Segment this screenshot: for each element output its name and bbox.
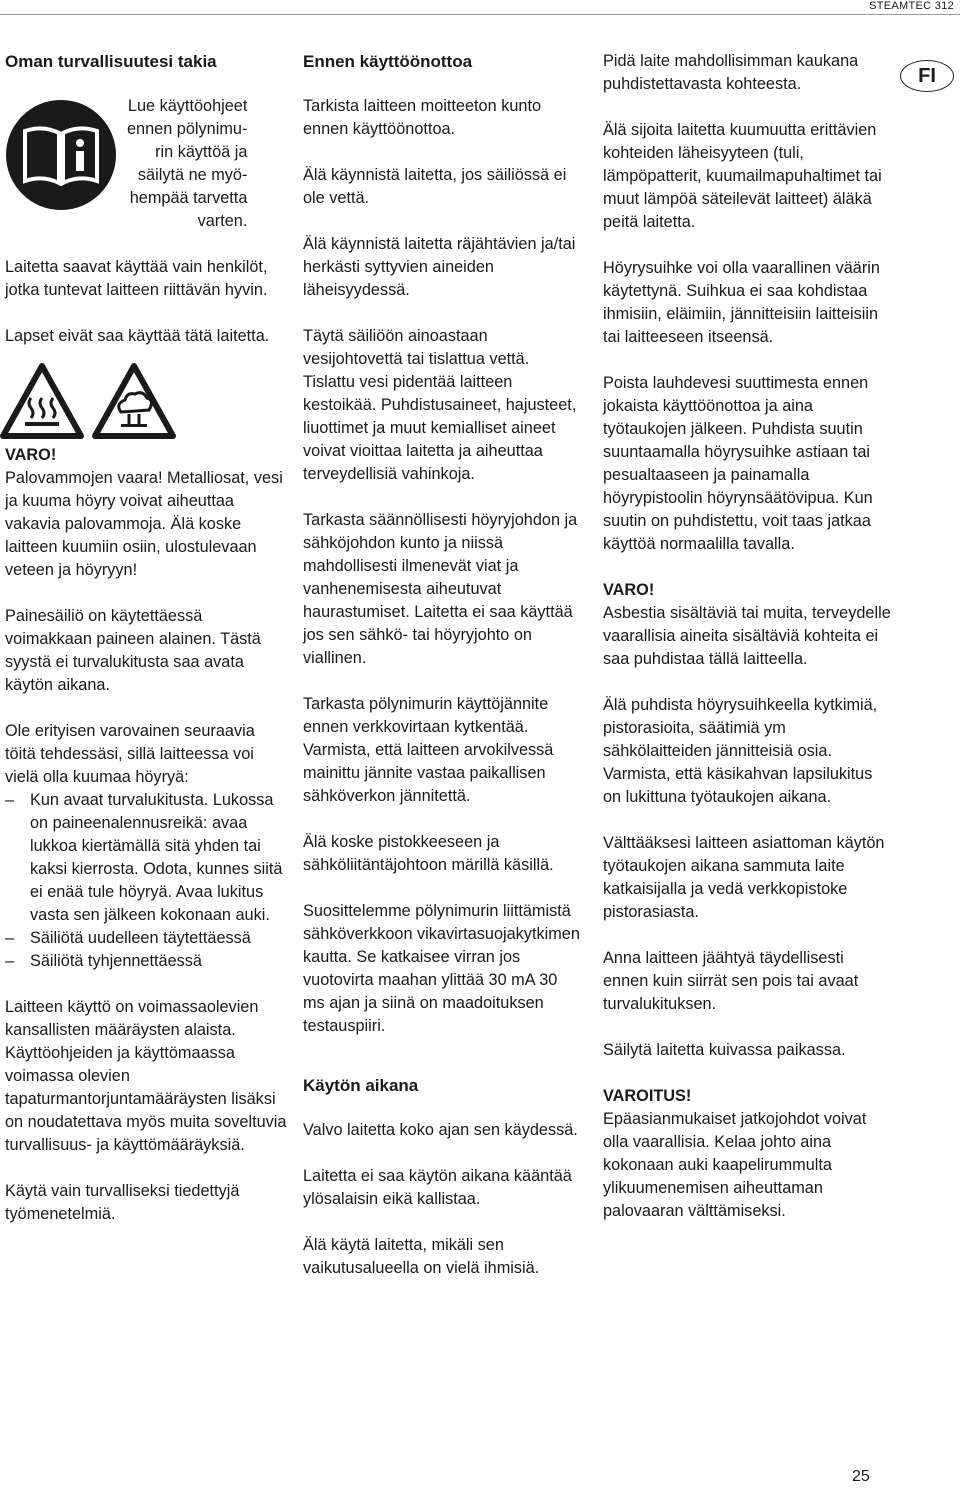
warning-label: VAROITUS! [603,1087,692,1105]
list-item [5,927,290,950]
paragraph: Laitteen käyttö on voimassaolevien kansallisten määräysten alaista. Käyttöohjeiden ja käyttömaassa voimassa olevien tapaturmantorjuntamääräysten lisäksi on noudatettava myös muita soveltuvia turvallisuus- ja käyttömääräyksiä. [5,998,287,1154]
paragraph: Laitetta saavat käyttää vain henkilöt, jotka tuntevat laitteen riittävän hyvin. [5,258,268,299]
manual-notice-text [127,95,247,233]
paragraph: Älä koske pistokkeeseen ja sähköliitäntäjohtoon märillä käsillä. [303,833,554,874]
paragraph: Laitetta ei saa käytön aikana kääntää ylösalaisin eikä kallistaa. [303,1167,572,1208]
paragraph: Älä käynnistä laitetta räjähtävien ja/tai herkästi syttyvien aineiden läheisyydessä. [303,235,576,299]
warning-icons [0,362,290,440]
notice-line: rin käyttöä ja [155,143,248,161]
notice-line: Lue käyttöohjeet [127,97,248,115]
paragraph: Tarkasta säännöllisesti höyryjohdon ja sähköjohdon kunto ja niissä mahdollisesti ilmenevät viat ja vanhenemisesta aiheutuvat haurastumiset. Laitetta ei saa käyttää jos sen sähkö- tai höyryjohto on viallinen. [303,511,578,667]
paragraph: Lapset eivät saa käyttää tätä laitetta. [5,327,270,345]
column-1 [5,50,290,1249]
section-heading-before-use: Ennen käyttöönottoa [303,52,473,71]
list-item-text: Kun avaat turvalukitusta. Lukossa on paineenalennusreikä: avaa lukkoa kiertämällä sitä yhden tai kaksi kierrosta. Odota, kunnes siitä ei enää tule höyryä. Avaa lukitus vasta sen jälkeen kokonaan auki. [30,791,283,924]
paragraph: Suosittelemme pölynimurin liittämistä sähköverkkoon vikavirtasuojakytkimen kautta. Se katkaisee virran jos vuotovirta maahan ylittää 30 mA 30 ms ajan ja siinä on maadoituksen testauspiiri. [303,902,580,1035]
list-item-text: Säiliötä tyhjennettäessä [30,952,202,970]
paragraph: Pidä laite mahdollisimman kaukana puhdistettavasta kohteesta. [603,52,859,93]
hot-surface-warning-icon [0,362,85,440]
warning-label: VARO! [603,581,655,599]
warning-label: VARO! [5,446,57,464]
list-dash: – [5,952,15,970]
warning-text: Asbestia sisältäviä tai muita, terveydelle vaarallisia aineita sisältäviä kohteita ei saa puhdistaa tällä laitteella. [603,604,891,668]
paragraph: Älä puhdista höyrysuihkeella kytkimiä, pistorasioita, säätimiä ym sähkölaitteiden jännitteisiä osia. Varmista, että käsikahvan lapsilukitus on lukittuna työtaukojen aikana. [603,696,878,806]
page-number: 25 [852,1468,870,1485]
list-item-text: Säiliötä uudelleen täytettäessä [30,929,251,947]
notice-line: säilytä ne myö- [137,166,248,184]
list-dash: – [5,791,15,809]
product-name: STEAMTEC 312 [869,0,954,12]
paragraph: Ole erityisen varovainen seuraavia töitä tehdessäsi, sillä laitteessa voi vielä olla kuumaa höyryä: [5,722,255,786]
notice-line: hempää tarvetta [129,189,248,207]
section-heading-during-use: Käytön aikana [303,1076,419,1095]
paragraph: Täytä säiliöön ainoastaan vesijohtovettä tai tislattua vettä. Tislattu vesi pidentää laitteen kestoikää. Puhdistusaineet, hajusteet, liuottimet ja muut kemialliset aineet voivat vioittaa laitetta ja aiheuttaa terveydellisiä vahinkoja. [303,327,577,483]
section-heading-safety: Oman turvallisuutesi takia [5,52,217,71]
paragraph: Älä sijoita laitetta kuumuutta erittävien kohteiden läheisyyteen (tuli, lämpöpatterit, kuumailmapuhaltimet tai muut lämpöä säteilevät laitteet) äläkä peitä laitetta. [603,121,882,231]
page-header [0,0,960,15]
paragraph: Säilytä laitetta kuivassa paikassa. [603,1041,846,1059]
paragraph: Poista lauhdevesi suuttimesta ennen jokaista käyttöönottoa ja aina työtaukojen jälkeen. Puhdista suutin suuntaamalla höyrysuihke astiaan tai pesualtaaseen ja painamalla höyrypistoolin höyrynsäätövipua. Kun suutin on puhdistettu, voit taas jatkaa käyttöä normaalilla tavalla. [603,374,873,553]
list-item [5,950,290,973]
list-dash: – [5,929,15,947]
warning-text: Epäasianmukaiset jatkojohdot voivat olla vaarallisia. Kelaa johto aina kokonaan auki kaapelirummulta ylikuumenemisen aiheuttaman palovaaran välttämiseksi. [603,1110,867,1220]
column-3 [603,50,893,1246]
warning-text: Palovammojen vaara! Metalliosat, vesi ja kuuma höyry voivat aiheuttaa vakavia palovammoja. Älä koske laitteen kuumiin osiin, ulostulevaan veteen ja höyryyn! [5,469,283,579]
hot-steam-warning-icon [91,362,177,440]
paragraph: Höyrysuihke voi olla vaarallinen väärin käytettynä. Suihkua ei saa kohdistaa ihmisiin, eläimiin, jännitteisiin laitteisiin tai laitteeseen itseensä. [603,259,880,346]
paragraph: Tarkasta pölynimurin käyttöjännite ennen verkkovirtaan kytkentää. Varmista, että laitteen arvokilvessä mainittu jännite vastaa paikallisen sähköverkon jännitettä. [303,695,554,805]
notice-line: ennen pölynimu- [127,120,248,138]
paragraph: Tarkista laitteen moitteeton kunto ennen käyttöönottoa. [303,97,542,138]
notice-line: varten. [197,212,248,230]
paragraph: Anna laitteen jäähtyä täydellisesti ennen kuin siirrät sen pois tai avaat turvalukituksen. [603,949,859,1013]
language-badge: FI [900,60,954,92]
paragraph: Käytä vain turvalliseksi tiedettyjä työmenetelmiä. [5,1182,240,1223]
paragraph: Älä käytä laitetta, mikäli sen vaikutusalueella on vielä ihmisiä. [303,1236,540,1277]
column-2 [303,50,583,1303]
paragraph: Valvo laitetta koko ajan sen käydessä. [303,1121,578,1139]
paragraph: Painesäiliö on käytettäessä voimakkaan paineen alainen. Tästä syystä ei turvalukitusta saa avata käytön aikana. [5,607,261,694]
paragraph: Välttääksesi laitteen asiattoman käytön työtaukojen aikana sammuta laite katkaisijalla ja vedä verkkopistoke pistorasiasta. [603,834,885,921]
paragraph: Älä käynnistä laitetta, jos säiliössä ei ole vettä. [303,166,567,207]
list-item [5,789,290,927]
read-manual-icon [5,99,117,211]
manual-notice [5,95,290,233]
